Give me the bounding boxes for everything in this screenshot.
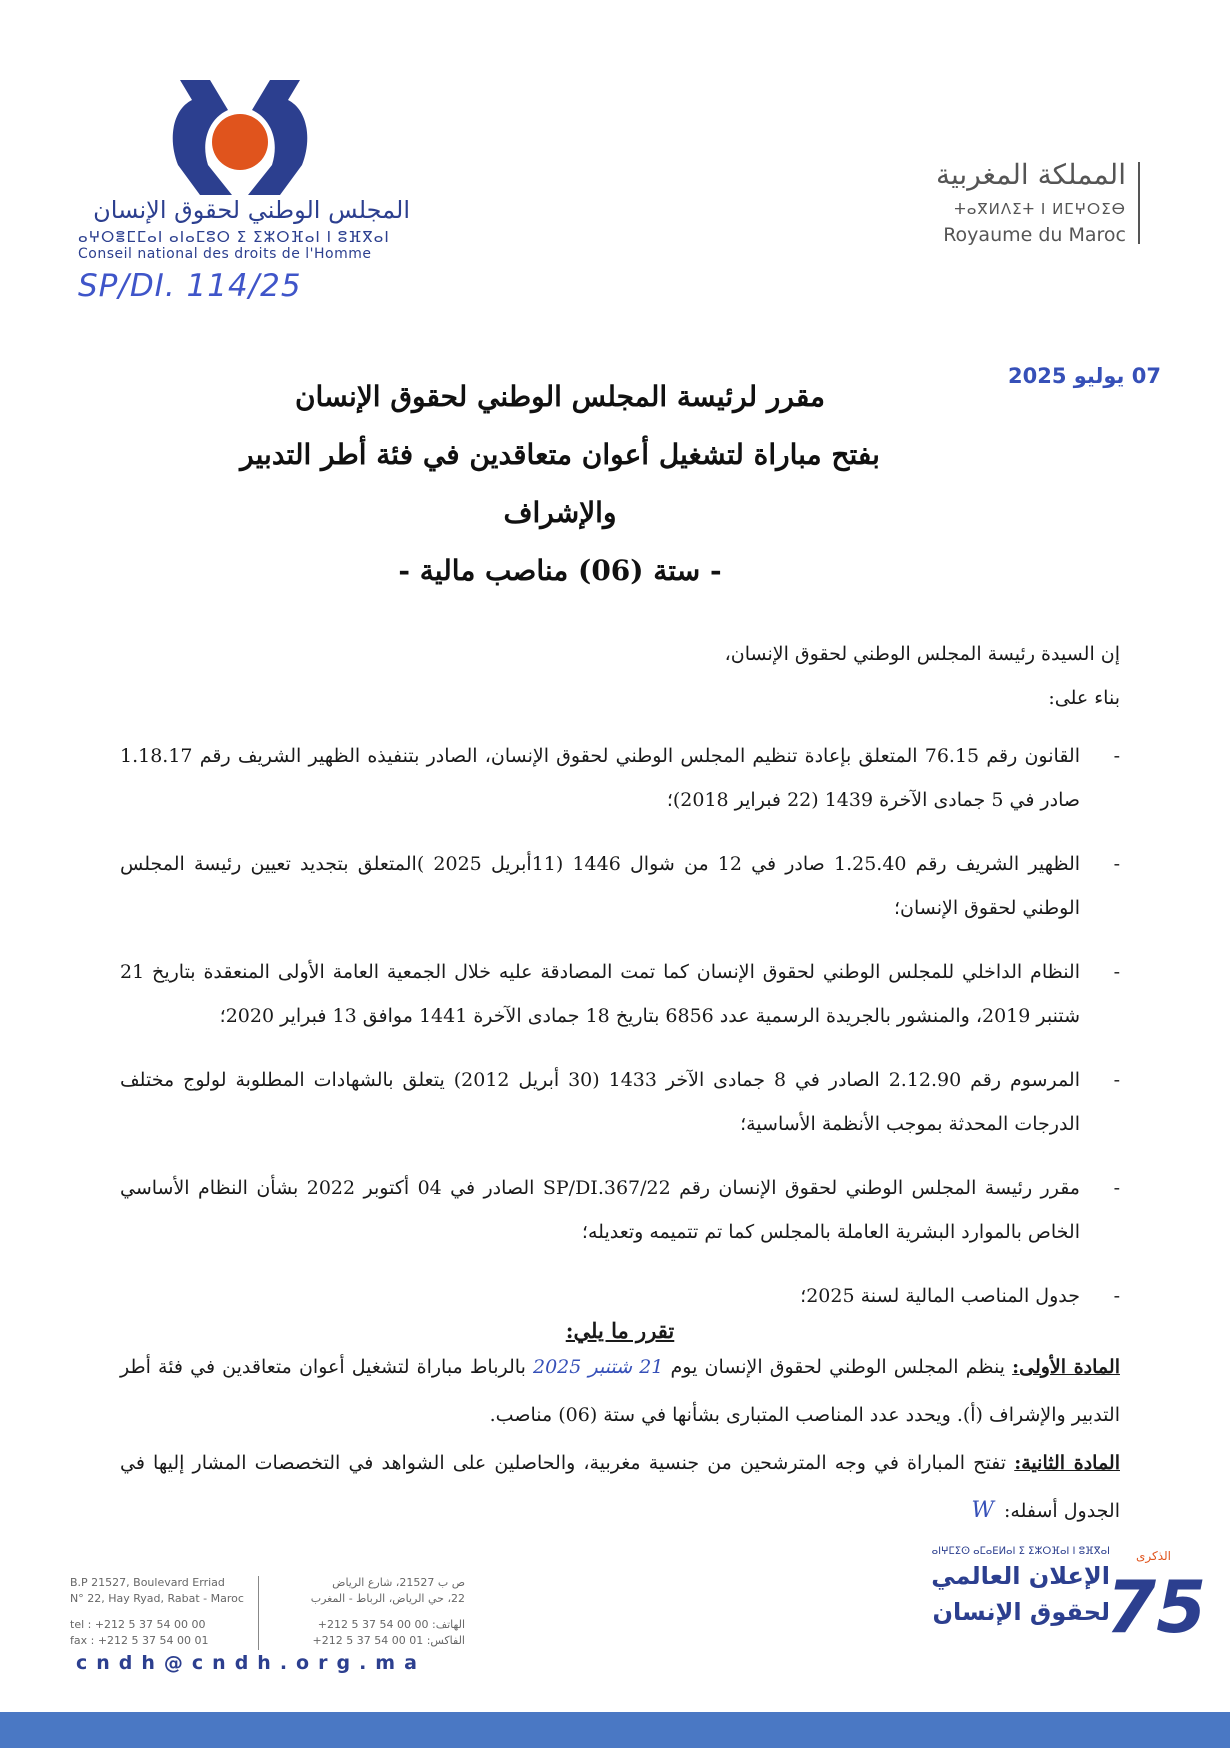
logo-french-name: Conseil national des droits de l'Homme (78, 246, 372, 262)
decision-heading: تقرر ما يلي: (565, 1318, 675, 1343)
kingdom-french: Royaume du Maroc (943, 224, 1126, 246)
bottom-band (0, 1712, 1230, 1748)
list-item-text: جدول المناصب المالية لسنة 2025؛ (800, 1285, 1080, 1307)
footer-address-fr (70, 1575, 244, 1649)
article-1-before: ينظم المجلس الوطني لحقوق الإنسان يوم (670, 1356, 1005, 1378)
article-2 (120, 1439, 1120, 1535)
bullet-dash: - (1113, 853, 1120, 875)
bullet-dash: - (1113, 745, 1120, 767)
footer-fr-line-2: N° 22, Hay Ryad, Rabat - Maroc (70, 1592, 244, 1605)
bullet-dash: - (1113, 961, 1120, 983)
document-title (180, 368, 940, 600)
reference-number: SP/DI. 114/25 (78, 268, 302, 304)
list-item (120, 734, 1120, 822)
article-2-label: المادة الثانية: (1014, 1452, 1120, 1474)
list-item (120, 950, 1120, 1038)
list-item-text: مقرر رئيسة المجلس الوطني لحقوق الإنسان رقم SP/DI.367/22 الصادر في 04 أكتوبر 2022 بشأن النظام الأساسي الخاص بالموارد البشرية العاملة بالمجلس كما تم تتميمه وتعديله؛ (120, 1177, 1080, 1243)
footer-divider (258, 1576, 259, 1650)
badge-arabic-line-2: لحقوق الإنسان (932, 1598, 1110, 1626)
article-1 (120, 1343, 1120, 1439)
udhr-75-badge (910, 1546, 1207, 1656)
badge-tifinagh: ⴰⵏⵖⵎⵉⵙ ⴰⵎⴰⴹⵍⴰⵏ ⵉ ⵉⵣⵔⴼⴰⵏ ⵏ ⵓⴼⴳⴰⵏ (931, 1546, 1110, 1557)
list-item-text: الظهير الشريف رقم 1.25.40 صادر في 12 من شوال 1446 (11أبريل 2025 )المتعلق بتجديد تعيين رئيسة المجلس الوطني لحقوق الإنسان؛ (120, 853, 1081, 919)
legal-references-list (120, 734, 1120, 1318)
footer-ar-fax: الفاكس: 01 00 54 37 5 212+ (312, 1634, 465, 1647)
footer-fr-tel: tel : +212 5 37 54 00 00 (70, 1618, 206, 1631)
badge-small-label: الذكرى (1136, 1549, 1172, 1563)
list-item (120, 1274, 1120, 1318)
footer-ar-tel: الهاتف: 00 00 54 37 5 212+ (317, 1618, 465, 1631)
footer-fr-fax: fax : +212 5 37 54 00 01 (70, 1634, 209, 1647)
document-date: 07 يوليو 2025 (1008, 364, 1161, 388)
logo-arabic-name: المجلس الوطني لحقوق الإنسان (93, 196, 410, 224)
badge-number: 75 (1106, 1565, 1207, 1649)
seventy-five-logo-icon (1106, 1546, 1207, 1649)
footer-ar-line-1: ص ب 21527، شارع الرياض (332, 1576, 465, 1589)
cndh-emblem-icon (170, 70, 310, 200)
footer-address-ar (285, 1575, 465, 1649)
footer-ar-line-2: 22، حي الرياض، الرباط - المغرب (310, 1592, 465, 1605)
logo-tifinagh-name: ⴰⵖⵔⴻⵎⵎⴰⵏ ⴰⵏⴰⵎⵓⵔ ⵉ ⵉⵣⵔⴼⴰⵏ ⵏ ⵓⴼⴳⴰⵏ (78, 228, 390, 246)
list-item-text: القانون رقم 76.15 المتعلق بإعادة تنظيم المجلس الوطني لحقوق الإنسان، الصادر بتنفيذه الظهير الشريف رقم 1.18.17 صادر في 5 جمادى الآخرة 1439 (22 فبراير 2018)؛ (120, 745, 1080, 811)
bullet-dash: - (1113, 1069, 1120, 1091)
article-1-after: بالرباط مباراة لتشغيل أعوان متعاقدين في فئة أطر التدبير والإشراف (أ). ويحدد عدد المناصب المتبارى بشأنها في ستة (06) مناصب. (120, 1356, 1120, 1426)
bullet-dash: - (1113, 1285, 1120, 1307)
intro-line: إن السيدة رئيسة المجلس الوطني لحقوق الإنسان، (724, 643, 1120, 665)
kingdom-divider (1138, 162, 1140, 244)
based-on-line: بناء على: (1048, 687, 1120, 709)
badge-arabic-line-1: الإعلان العالمي (931, 1562, 1110, 1590)
footer-fr-line-1: B.P 21527, Boulevard Erriad (70, 1576, 225, 1589)
title-line-2: بفتح مباراة لتشغيل أعوان متعاقدين في فئة أطر التدبير والإشراف (240, 438, 880, 529)
handwritten-initials: W (971, 1498, 994, 1523)
list-item (120, 842, 1120, 930)
list-item (120, 1166, 1120, 1254)
kingdom-tifinagh: ⵜⴰⴳⵍⴷⵉⵜ ⵏ ⵍⵎⵖⵔⵉⴱ (954, 200, 1126, 218)
list-item-text: المرسوم رقم 2.12.90 الصادر في 8 جمادى الآخر 1433 (30 أبريل 2012) يتعلق بالشهادات المطلوبة لولوج مختلف الدرجات المحدثة بموجب الأنظمة الأساسية؛ (120, 1069, 1080, 1135)
article-2-text: تفتح المباراة في وجه المترشحين من جنسية مغربية، والحاصلين على الشواهد في التخصصات المشار إليها في الجدول أسفله: (120, 1452, 1120, 1522)
bullet-dash: - (1113, 1177, 1120, 1199)
article-1-label: المادة الأولى: (1012, 1356, 1120, 1378)
footer-email[interactable]: cndh@cndh.org.ma (76, 1652, 426, 1674)
list-item (120, 1058, 1120, 1146)
title-line-1: مقرر لرئيسة المجلس الوطني لحقوق الإنسان (294, 380, 826, 413)
document-body (120, 632, 1120, 1535)
list-item-text: النظام الداخلي للمجلس الوطني لحقوق الإنسان كما تمت المصادقة عليه خلال الجمعية العامة الأولى المنعقدة بتاريخ 21 شتنبر 2019، والمنشور بالجريدة الرسمية عدد 6856 بتاريخ 18 جمادى الآخرة 1441 موافق 13 فبراير 2020؛ (120, 961, 1080, 1027)
kingdom-arabic: المملكة المغربية (935, 158, 1126, 191)
title-line-3: - ستة (06) مناصب مالية - (398, 554, 722, 587)
handwritten-date: 21 شتنبر 2025 (532, 1356, 664, 1378)
